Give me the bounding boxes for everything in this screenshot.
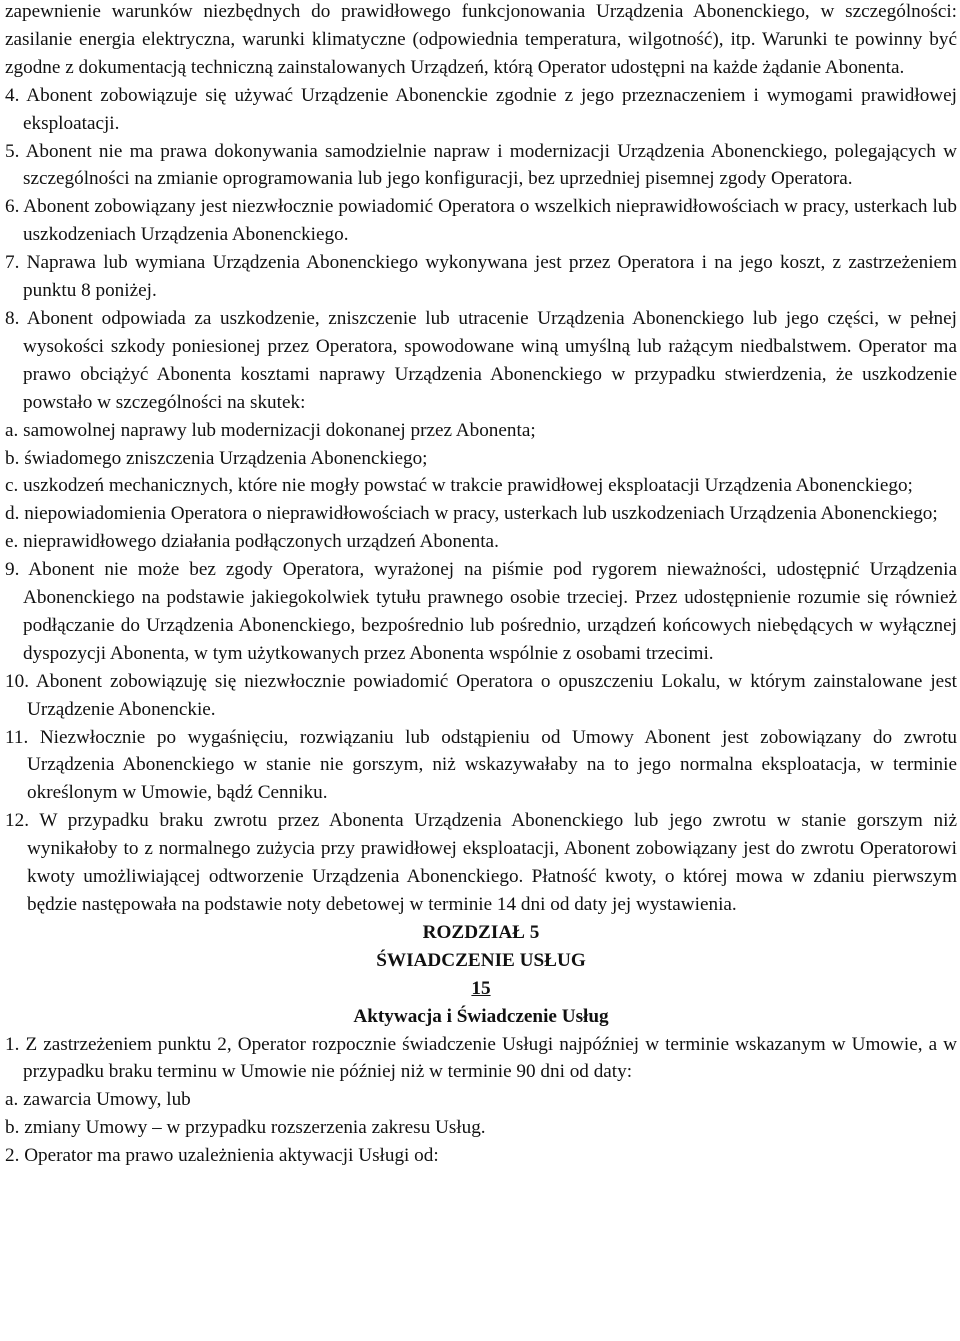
paragraph: 1. Z zastrzeżeniem punktu 2, Operator rozpocznie świadczenie Usługi najpóźniej w terminie wskazanym w Umowie, a w przypadku braku terminu w Umowie nie później niż w terminie 90 dni od daty:	[5, 1033, 957, 1083]
paragraph: 9. Abonent nie może bez zgody Operatora, wyrażonej na piśmie pod rygorem nieważności, udostępnić Urządzenia Abonenckiego na podstawie jakiegokolwiek tytułu prawnego osobie trzeciej. Przez udostępnienie rozumie się również podłączanie do Urządzenia Abonenckiego, bezpośrednio lub pośrednio, urządzeń końcowych niebędących w wyłącznej dyspozycji Abonenta, w tym użytkowanych przez Abonenta wspólnie z osobami trzecimi.	[5, 559, 957, 664]
paragraph-list-2	[5, 1031, 957, 1171]
paragraph: e. nieprawidłowego działania podłączonych urządzeń Abonenta.	[5, 531, 499, 553]
paragraph: d. niepowiadomienia Operatora o nieprawidłowościach w pracy, usterkach lub uszkodzeniach Urządzenia Abonenckiego;	[5, 503, 938, 525]
paragraph: 7. Naprawa lub wymiana Urządzenia Abonenckiego wykonywana jest przez Operatora i na jego koszt, z zastrzeżeniem punktu 8 poniżej.	[5, 252, 957, 302]
paragraph: b. świadomego zniszczenia Urządzenia Abonenckiego;	[5, 447, 428, 469]
chapter-title: ŚWIADCZENIE USŁUG	[376, 949, 586, 971]
chapter-number: ROZDZIAŁ 5	[422, 921, 540, 943]
section-number-text: 15	[471, 977, 491, 999]
paragraph: 12. W przypadku braku zwrotu przez Abonenta Urządzenia Abonenckiego lub jego zwrotu w stanie gorszym niż wynikałoby to z normalnego zużycia przy prawidłowej eksploatacji, Abonent zobowiązany jest do zwrotu Operatorowi kwoty umożliwiającej odtworzenie Urządzenia Abonenckiego. Płatność kwoty, o której mowa w zdaniu pierwszym będzie następowała na podstawie noty debetowej w terminie 14 dni od daty jej wystawienia.	[5, 810, 957, 915]
paragraph: a. zawarcia Umowy, lub	[5, 1089, 191, 1111]
document-page	[5, 0, 957, 1170]
paragraph: 10. Abonent zobowiązuję się niezwłocznie powiadomić Operatora o opuszczeniu Lokalu, w którym zainstalowane jest Urządzenie Abonenckie.	[5, 670, 957, 720]
section-number	[5, 975, 957, 1003]
paragraph: 2. Operator ma prawo uzależnienia aktywacji Usługi od:	[5, 1145, 439, 1167]
paragraph: a. samowolnej naprawy lub modernizacji dokonanej przez Abonenta;	[5, 419, 536, 441]
paragraph: 11. Niezwłocznie po wygaśnięciu, rozwiązaniu lub odstąpieniu od Umowy Abonent jest zobowiązany do zwrotu Urządzenia Abonenckiego w stanie nie gorszym, niż wskazywałaby na to jego normalna eksploatacja, w terminie określonym w Umowie, bądź Cenniku.	[5, 726, 957, 804]
paragraph: b. zmiany Umowy – w przypadku rozszerzenia zakresu Usług.	[5, 1117, 486, 1139]
paragraph: c. uszkodzeń mechanicznych, które nie mogły powstać w trakcie prawidłowej eksploatacji Urządzenia Abonenckiego;	[5, 475, 913, 497]
paragraph: 8. Abonent odpowiada za uszkodzenie, zniszczenie lub utracenie Urządzenia Abonenckiego lub jego części, w pełnej wysokości szkody poniesionej przez Operatora, spowodowane winą umyślną lub rażącym niedbalstwem. Operator ma prawo obciążyć Abonenta kosztami naprawy Urządzenia Abonenckiego w przypadku stwierdzenia, że uszkodzenie powstało w szczególności na skutek:	[5, 307, 957, 413]
section-title: Aktywacja i Świadczenie Usług	[353, 1005, 609, 1027]
paragraph: 6. Abonent zobowiązany jest niezwłocznie powiadomić Operatora o wszelkich nieprawidłowościach w pracy, usterkach lub uszkodzeniach Urządzenia Abonenckiego.	[5, 196, 957, 246]
paragraph: zapewnienie warunków niezbędnych do prawidłowego funkcjonowania Urządzenia Abonenckiego, w szczególności: zasilanie energia elektryczna, warunki klimatyczne (odpowiednia temperatura, wilgotność), itp. Warunki te powinny być zgodne z dokumentacją techniczną zainstalowanych Urządzeń, którą Operator udostępni na każde żądanie Abonenta.	[5, 1, 957, 78]
paragraph: 5. Abonent nie ma prawa dokonywania samodzielnie napraw i modernizacji Urządzenia Abonenckiego, polegających w szczególności na zmianie oprogramowania lub jego konfiguracji, bez uprzedniej pisemnej zgody Operatora.	[5, 140, 957, 190]
paragraph-list	[5, 0, 957, 919]
paragraph: 4. Abonent zobowiązuje się używać Urządzenie Abonenckie zgodnie z jego przeznaczeniem i wymogami prawidłowej eksploatacji.	[5, 84, 957, 134]
